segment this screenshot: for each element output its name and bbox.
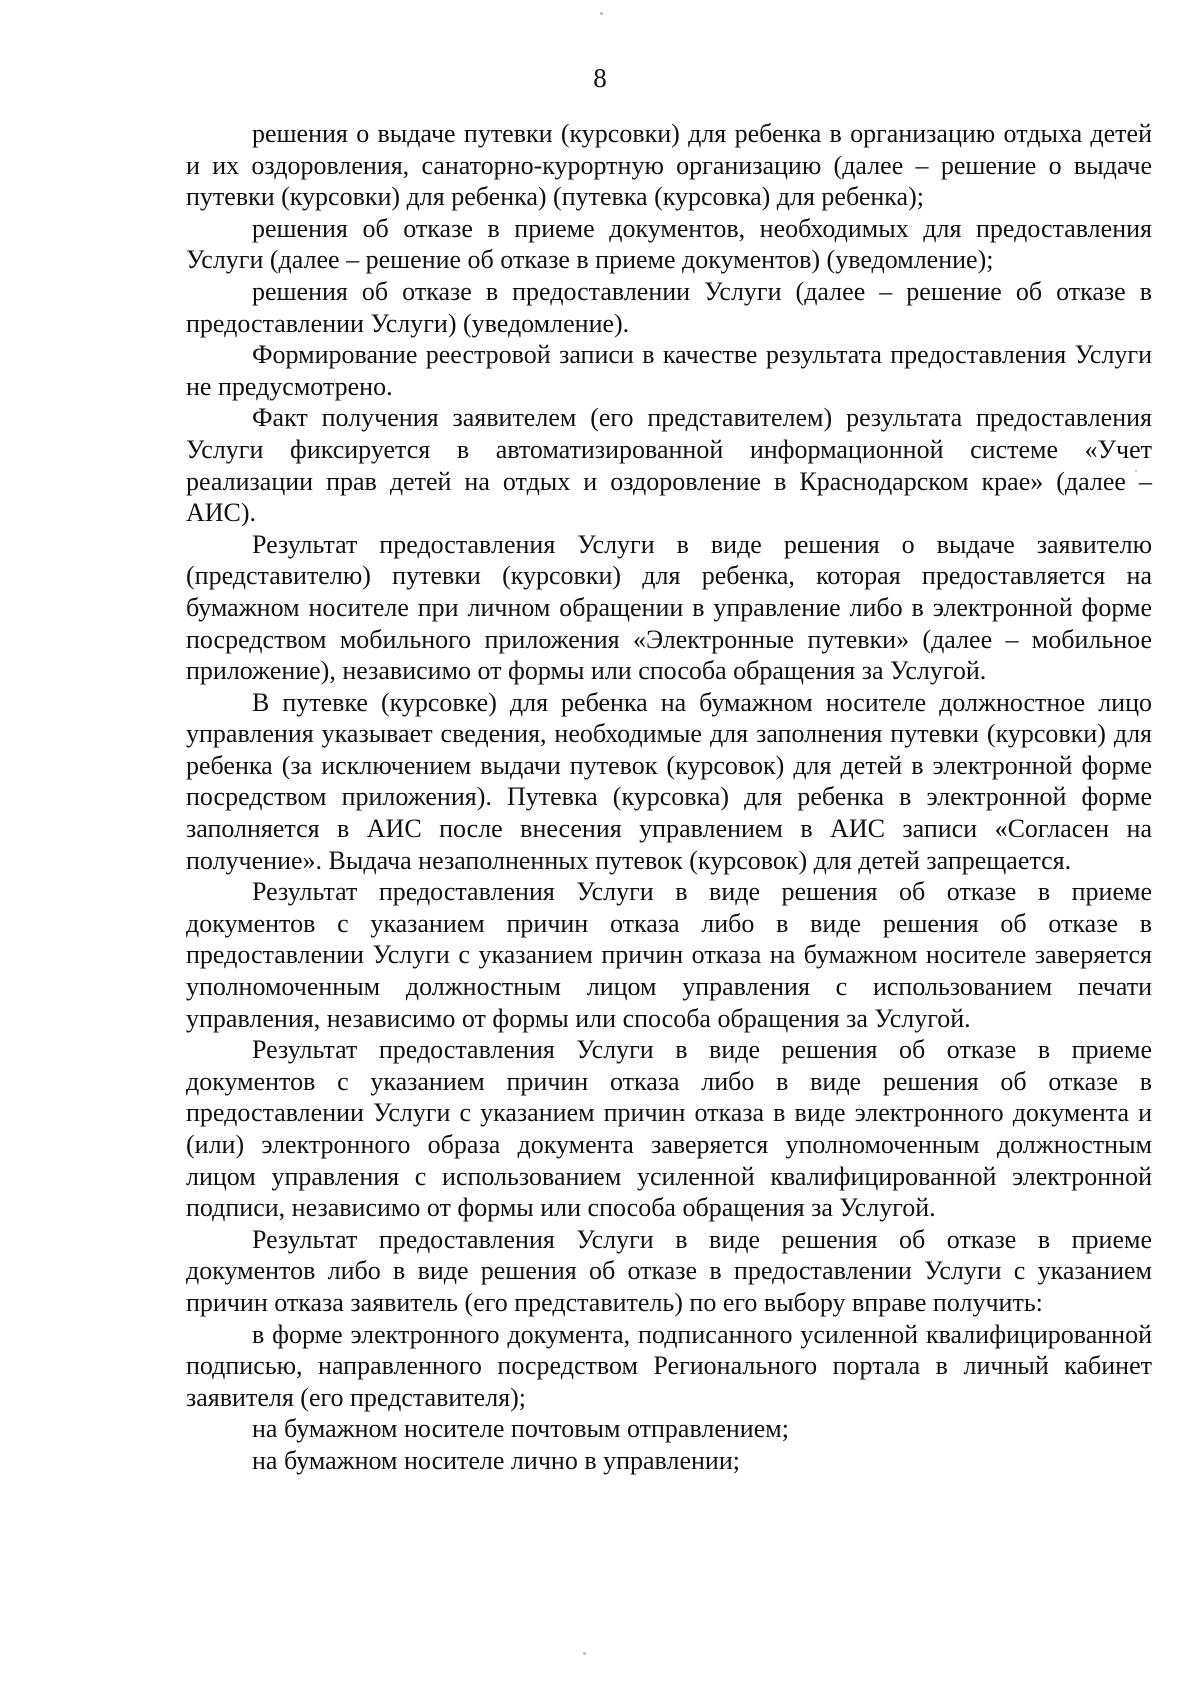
paragraph: В путевке (курсовке) для ребенка на бумажном носителе должностное лицо управления указывает сведения, необходимые для заполнения путевки (курсовки) для ребенка (за исключением выдачи путевок (курсовок) для детей в электронной форме посредством приложения). Путевка (курсовка) для ребенка в электронной форме заполняется в АИС после внесения управлением в АИС записи «Согласен на получение». Выдача незаполненных путевок (курсовок) для детей запрещается. — [186, 687, 1152, 875]
paragraph: решения об отказе в приеме документов, необходимых для предоставления Услуги (далее – решение об отказе в приеме документов) (уведомление); — [186, 213, 1152, 275]
paragraph: Факт получения заявителем (его представителем) результата предоставления Услуги фиксируется в автоматизированной информационной системе «Учет реализации прав детей на отдых и оздоровление в Краснодарском крае» (далее – АИС). — [186, 403, 1152, 528]
paragraph: в форме электронного документа, подписанного усиленной квалифицированной подписью, направленного посредством Регионального портала в личный кабинет заявителя (его представителя); — [186, 1319, 1152, 1412]
scan-speck — [583, 1652, 586, 1655]
paragraph: решения об отказе в предоставлении Услуги (далее – решение об отказе в предоставлении Услуги) (уведомление). — [186, 276, 1152, 338]
paragraph: решения о выдаче путевки (курсовки) для ребенка в организацию отдыха детей и их оздоровления, санаторно-курортную организацию (далее – решение о выдаче путевки (курсовки) для ребенка) (путевка (курсовка) для ребенка); — [186, 119, 1152, 212]
page-number: 8 — [593, 63, 607, 93]
paragraph: Результат предоставления Услуги в виде решения об отказе в приеме документов либо в виде решения об отказе в предоставлении Услуги с указанием причин отказа заявитель (его представитель) по его выбору вправе получить: — [186, 1224, 1152, 1317]
scan-speck — [600, 12, 603, 15]
paragraph: на бумажном носителе почтовым отправлением; — [252, 1414, 789, 1444]
paragraph: Результат предоставления Услуги в виде решения о выдаче заявителю (представителю) путевки (курсовки) для ребенка, которая предоставляется на бумажном носителе при личном обращении в управление либо в электронной форме посредством мобильного приложения «Электронные путевки» (далее – мобильное приложение), независимо от формы или способа обращения за Услугой. — [186, 529, 1152, 686]
paragraph: Формирование реестровой записи в качестве результата предоставления Услуги не предусмотрено. — [186, 340, 1152, 401]
paragraph: Результат предоставления Услуги в виде решения об отказе в приеме документов с указанием причин отказа либо в виде решения об отказе в предоставлении Услуги с указанием причин отказа на бумажном носителе заверяется уполномоченным должностным лицом управления с использованием печати управления, независимо от формы или способа обращения за Услугой. — [186, 877, 1152, 1033]
document-body — [186, 118, 1152, 1477]
paragraph: на бумажном носителе лично в управлении; — [252, 1445, 740, 1475]
paragraph: Результат предоставления Услуги в виде решения об отказе в приеме документов с указанием причин отказа либо в виде решения об отказе в предоставлении Услуги с указанием причин отказа в виде электронного документа и (или) электронного образа документа заверяется уполномоченным должностным лицом управления с использованием усиленной квалифицированной электронной подписи, независимо от формы или способа обращения за Услугой. — [186, 1035, 1152, 1223]
